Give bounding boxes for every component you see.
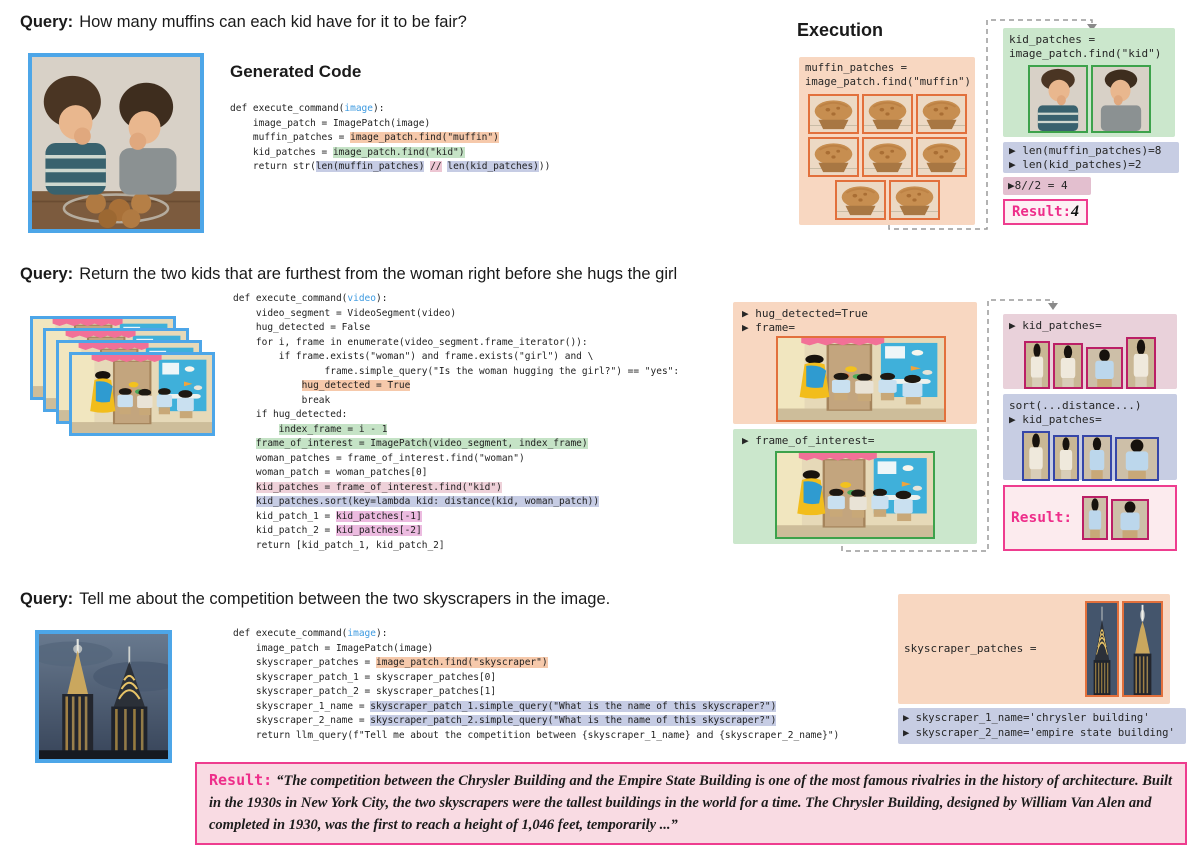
patch-thumbnail — [808, 137, 859, 177]
result-2-label: Result: — [1011, 510, 1073, 526]
skyscrapers-photo-art — [39, 634, 168, 759]
patch-thumbnail — [916, 137, 967, 177]
patch-thumbnail — [862, 94, 913, 134]
kid-patches-panel — [1003, 28, 1175, 137]
kid-patches-sorted-thumbnails — [1009, 429, 1171, 482]
patch-thumbnail — [1053, 435, 1079, 481]
kid-panel-code: kid_patches = image_patch.find("kid") — [1009, 33, 1162, 60]
frame-of-interest-image — [775, 451, 935, 539]
patch-thumbnail — [889, 180, 940, 220]
skyscraper-patch-thumbnails — [1083, 600, 1164, 699]
patch-thumbnail — [1028, 65, 1088, 133]
execution-title: Execution — [797, 20, 884, 40]
query-2 — [20, 265, 677, 284]
result-3-text: “The competition between the Chrysler Building and the Empire State Building is one of the most famous rivalries in the history of architecture. Built in the 1930s in New York City, the two skyscrapers were the tallest buildings in the world for a time. The Chrysler Building, designed by William Van Alen and completed in 1930, was the first to reach a height of 1,046 feet, temporarily ...” — [209, 773, 1173, 833]
patch-thumbnail — [1086, 347, 1123, 389]
frame-of-interest-panel — [733, 429, 977, 544]
patch-thumbnail — [1111, 499, 1149, 540]
patch-thumbnail — [808, 94, 859, 134]
result-1-label: Result: — [1012, 204, 1072, 220]
skyscraper-patches-label: skyscraper_patches = — [904, 642, 1037, 656]
sort-lines: sort(...distance...) ▶ kid_patches= — [1009, 399, 1142, 426]
query-2-text: Return the two kids that are furthest from the woman right before she hugs the girl — [79, 265, 678, 283]
patch-thumbnail — [1082, 435, 1112, 481]
result-1-value: 4 — [1071, 203, 1080, 220]
muffin-patch-thumbnails — [805, 92, 969, 221]
patch-thumbnail — [916, 94, 967, 134]
division-output-panel — [1003, 177, 1091, 195]
kid-patches-found-panel — [1003, 314, 1177, 389]
code-block-3: def execute_command(image): image_patch = ImagePatch(image) skyscraper_patches = image_patch.find("skyscraper") skyscraper_patch_1 = skyscraper_patches[0] skyscraper_patch_2 = skyscraper_patches[1] skyscraper_1_name = skyscraper_patch_1.simple_query("What is the name of this skyscraper?") skyscraper_2_name = skyscraper_patch_2.simple_query("What is the name of this skyscraper?") return llm_query(f"Tell me about the competition between {skyscraper_1_name} and {skyscraper_2_name}") — [233, 628, 840, 741]
muffin-patches-panel — [799, 57, 975, 225]
code-block-2: def execute_command(video): video_segment = VideoSegment(video) hug_detected = False for i, frame in enumerate(video_segment.frame_iterator()): if frame.exists("woman") and frame.exists("girl") and \ frame.simple_query("Is the woman hugging the girl?") == "yes": hug_detected = True break if hug_detected: index_frame = i - 1 frame_of_interest = ImagePatch(video_segment, index_frame) woman_patches = frame_of_interest.find("woman") woman_patch = woman_patches[0] kid_patches = frame_of_interest.find("kid") kid_patches.sort(key=lambda kid: distance(kid, woman_patch)) kid_patch_1 = kid_patches[-1] kid_patch_2 = kid_patches[-2] return [kid_patch_1, kid_patch_2] — [233, 293, 680, 551]
patch-thumbnail — [1082, 496, 1108, 540]
result-box-2 — [1003, 485, 1177, 551]
len-output-panel — [1003, 142, 1179, 173]
kid-patch-thumbnails — [1009, 63, 1169, 134]
kid-patches-sorted-panel — [1003, 394, 1177, 480]
result-box-1 — [1003, 199, 1088, 225]
division-output-line: ▶8//2 = 4 — [1008, 179, 1068, 192]
code-block-1: def execute_command(image): image_patch = ImagePatch(image) muffin_patches = image_patch.find("muffin") kid_patches = image_patch.find("kid") return str(len(muffin_patches) // len(kid_patches))) — [230, 103, 551, 172]
query-3 — [20, 590, 610, 609]
input-video-frame-stack — [30, 316, 230, 444]
detected-frame-image — [776, 336, 946, 422]
patch-thumbnail — [1053, 343, 1083, 389]
skyscraper-names-panel — [898, 708, 1186, 744]
query-3-label: Query: — [20, 590, 74, 608]
patch-thumbnail — [1022, 431, 1050, 481]
patch-thumbnail — [1091, 65, 1151, 133]
input-image-skyscrapers — [35, 630, 172, 763]
patch-thumbnail — [835, 180, 886, 220]
query-1 — [20, 13, 467, 32]
generated-code-title: Generated Code — [230, 62, 362, 81]
patch-thumbnail — [1024, 341, 1050, 389]
video-frame-1 — [69, 352, 215, 436]
result-3-label: Result: — [209, 771, 273, 789]
query-3-text: Tell me about the competition between the two skyscrapers in the image. — [79, 590, 611, 608]
skyscraper-name-lines: ▶ skyscraper_1_name='chrysler building' ▶ skyscraper_2_name='empire state building' — [903, 712, 1175, 739]
patch-thumbnail — [1115, 437, 1159, 481]
kid-patches-line: ▶ kid_patches= — [1009, 319, 1102, 332]
patch-thumbnail — [1122, 601, 1163, 697]
query-1-label: Query: — [20, 13, 74, 31]
kids-muffins-photo-art — [32, 57, 200, 229]
input-image-kids-muffins — [28, 53, 204, 233]
patch-thumbnail — [1085, 601, 1119, 697]
patch-thumbnail — [1126, 337, 1156, 389]
frame-of-interest-line: ▶ frame_of_interest= — [742, 434, 875, 447]
len-output-lines: ▶ len(muffin_patches)=8 ▶ len(kid_patches)=2 — [1009, 144, 1162, 171]
hug-detected-panel — [733, 302, 977, 424]
query-2-label: Query: — [20, 265, 74, 283]
skyscraper-patches-panel — [898, 594, 1170, 704]
muffin-panel-code: muffin_patches = image_patch.find("muffin") — [805, 62, 971, 88]
kid-patches-found-thumbnails — [1009, 336, 1171, 391]
result-2-thumbnails — [1080, 495, 1150, 542]
hug-detected-lines: ▶ hug_detected=True ▶ frame= — [742, 307, 868, 334]
query-1-text: How many muffins can each kid have for it to be fair? — [79, 13, 467, 31]
result-box-3 — [195, 762, 1187, 845]
patch-thumbnail — [862, 137, 913, 177]
